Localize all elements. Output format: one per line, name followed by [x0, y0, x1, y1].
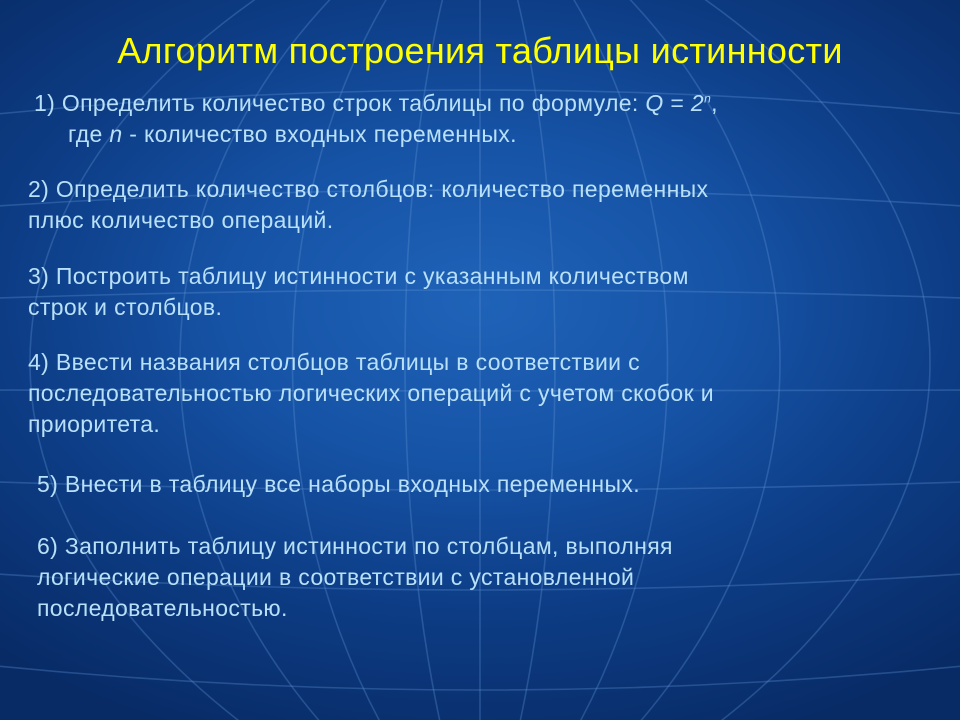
- step-1-line-1: [34, 88, 718, 119]
- step-4-line-1: 4) Ввести названия столбцов таблицы в соответствии с: [28, 349, 640, 375]
- step-1-line-2: [34, 119, 718, 150]
- step-6-line-2: логические операции в соответствии с установленной: [37, 564, 635, 590]
- step-4: [28, 347, 714, 440]
- step-3-line-2: строк и столбцов.: [28, 294, 223, 320]
- step-1-definition: - количество входных переменных.: [122, 121, 517, 147]
- step-5-line-1: 5) Внести в таблицу все наборы входных переменных.: [37, 471, 640, 497]
- step-4-line-3: приоритета.: [28, 411, 161, 437]
- step-2-line-1: 2) Определить количество столбцов: количество переменных: [28, 176, 709, 202]
- formula-q: Q: [645, 90, 664, 116]
- step-6: [37, 531, 673, 624]
- step-1-text: 1) Определить количество строк таблицы по формуле:: [34, 90, 646, 116]
- slide-title: Алгоритм построения таблицы истинности: [117, 30, 843, 71]
- formula-base: 2: [690, 90, 705, 116]
- step-5: [37, 469, 640, 500]
- step-2: [28, 174, 708, 236]
- step-1-where: где: [68, 121, 110, 147]
- formula-exponent: n: [704, 91, 712, 106]
- step-4-line-2: последовательностью логических операций с учетом скобок и: [28, 380, 714, 406]
- variable-n: n: [109, 121, 123, 147]
- formula-equals: =: [663, 90, 691, 116]
- step-1: [34, 88, 718, 150]
- step-3-line-1: 3) Построить таблицу истинности с указанным количеством: [28, 263, 689, 289]
- step-3: [28, 261, 689, 323]
- step-1-comma: ,: [711, 90, 718, 116]
- step-2-line-2: плюс количество операций.: [28, 207, 334, 233]
- step-6-line-3: последовательностью.: [37, 595, 288, 621]
- step-6-line-1: 6) Заполнить таблицу истинности по столбцам, выполняя: [37, 533, 673, 559]
